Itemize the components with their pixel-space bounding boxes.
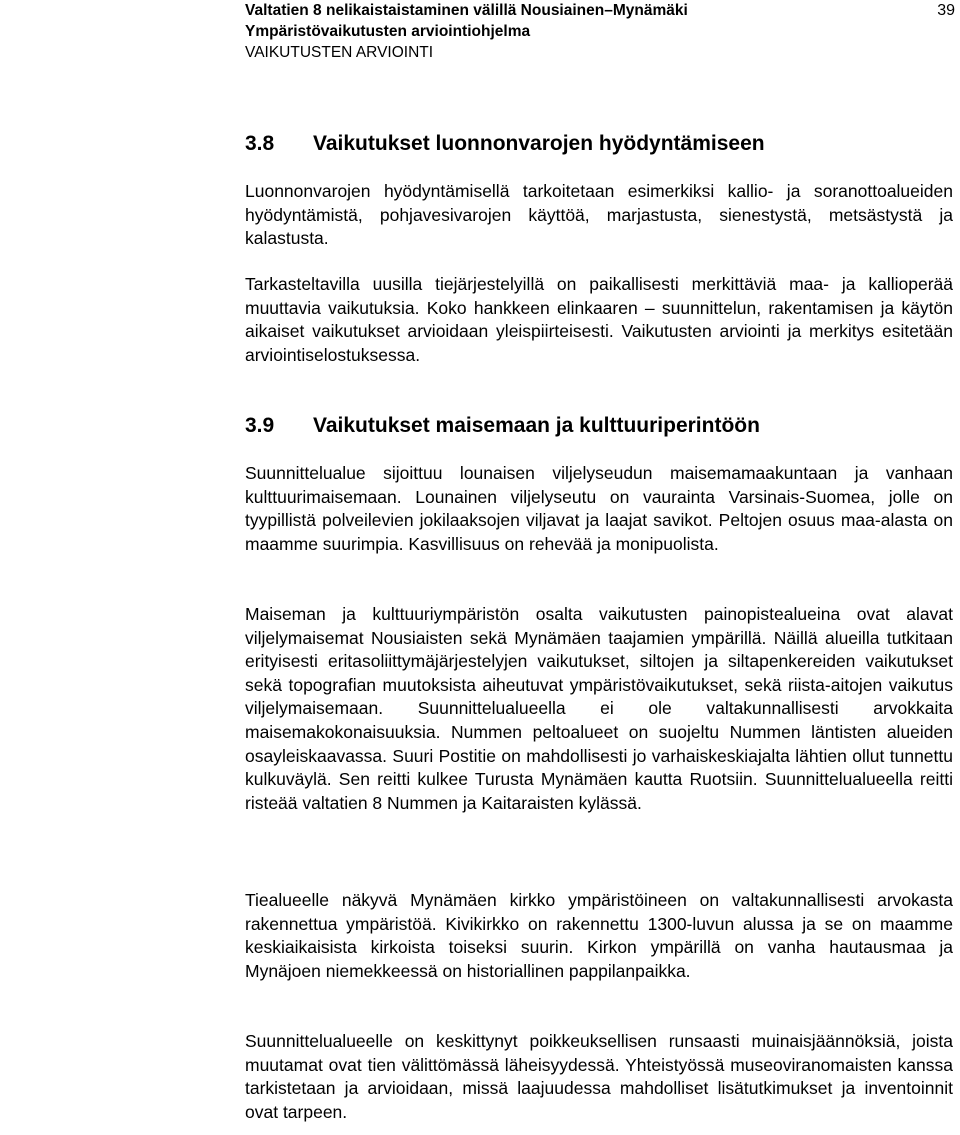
document-subtitle: Ympäristövaikutusten arviointiohjelma bbox=[245, 23, 531, 40]
section-3-9 bbox=[245, 413, 953, 439]
section-title: Vaikutukset maisemaan ja kulttuuriperintöön bbox=[313, 414, 760, 437]
page-header bbox=[245, 0, 960, 63]
paragraph: Suunnittelualue sijoittuu lounaisen viljelyseudun maisemamaakuntaan ja vanhaan kulttuurimaisemaan. Lounainen viljelyseutu on vaurainta Varsinais-Suomea, jolle on tyypillistä polveilevien jokilaaksojen viljavat ja laajat savikot. Peltojen osuus maa-alasta on maamme suurimpia. Kasvillisuus on rehevää ja monipuolista. bbox=[245, 463, 953, 554]
chapter-title: VAIKUTUSTEN ARVIOINTI bbox=[245, 44, 434, 61]
page-number: 39 bbox=[937, 2, 955, 19]
section-number: 3.8 bbox=[245, 132, 275, 155]
section-heading bbox=[245, 413, 953, 439]
paragraph: Tiealueelle näkyvä Mynämäen kirkko ympäristöineen on valtakunnallisesti arvokasta rakennettua ympäristöä. Kivikirkko on rakennettu 1300-luvun alussa ja se on maamme keskiaikaisista kirkoista toiseksi suurin. Kirkon ympärillä on vanha hautausmaa ja Mynäjoen niemekkeessä on historiallinen pappilanpaikka. bbox=[245, 890, 953, 981]
header-line-1 bbox=[245, 0, 960, 21]
section-3-8 bbox=[245, 131, 953, 157]
document-title: Valtatien 8 nelikaistaistaminen välillä Nousiainen–Mynämäki bbox=[245, 2, 688, 19]
paragraph: Luonnonvarojen hyödyntämisellä tarkoitetaan esimerkiksi kallio- ja soranottoalueiden hyödyntämistä, pohjavesivarojen käyttöä, marjastusta, sienestystä, metsästystä ja kalastusta. bbox=[245, 181, 953, 249]
section-title: Vaikutukset luonnonvarojen hyödyntämiseen bbox=[313, 132, 765, 155]
paragraph: Tarkasteltavilla uusilla tiejärjestelyillä on paikallisesti merkittäviä maa- ja kallioperää muuttavia vaikutuksia. Koko hankkeen elinkaaren – suunnittelun, rakentamisen ja käytön aikaiset vaikutukset arvioidaan yleispiirteisesti. Vaikutusten arviointi ja merkitys esitetään arviointiselostuksessa. bbox=[245, 274, 953, 365]
section-number: 3.9 bbox=[245, 414, 275, 437]
section-heading bbox=[245, 131, 953, 157]
paragraph: Maiseman ja kulttuuriympäristön osalta vaikutusten painopistealueina ovat alavat viljelymaisemat Nousiaisten sekä Mynämäen taajamien ympärillä. Näillä alueilla tutkitaan erityisesti eritasoliittymäjärjestelyjen vaikutukset, siltojen ja siltapenkereiden vaikutukset sekä topografian muutoksista aiheutuvat ympäristövaikutukset, sekä riista-aitojen vaikutus viljelymaisemaan. Suunnittelualueella ei ole valtakunnallisesti arvokkaita maisemakokonaisuuksia. Nummen peltoalueet on suojeltu Nummen läntisten alueiden osayleiskaavassa. Suuri Postitie on mahdollisesti jo varhaiskeskiajalta lähtien ollut tunnettu kulkuväylä. Sen reitti kulkee Turusta Mynämäen kautta Ruotsiin. Suunnittelualueella reitti risteää valtatien 8 Nummen ja Kaitaraisten kylässä. bbox=[245, 604, 953, 813]
paragraph: Suunnittelualueelle on keskittynyt poikkeuksellisen runsaasti muinaisjäännöksiä, joista muutamat ovat tien välittömässä läheisyydessä. Yhteistyössä museoviranomaisten kanssa tarkistetaan ja arvioidaan, missä laajuudessa mahdolliset lisätutkimukset ja inventoinnit ovat tarpeen. bbox=[245, 1031, 953, 1122]
